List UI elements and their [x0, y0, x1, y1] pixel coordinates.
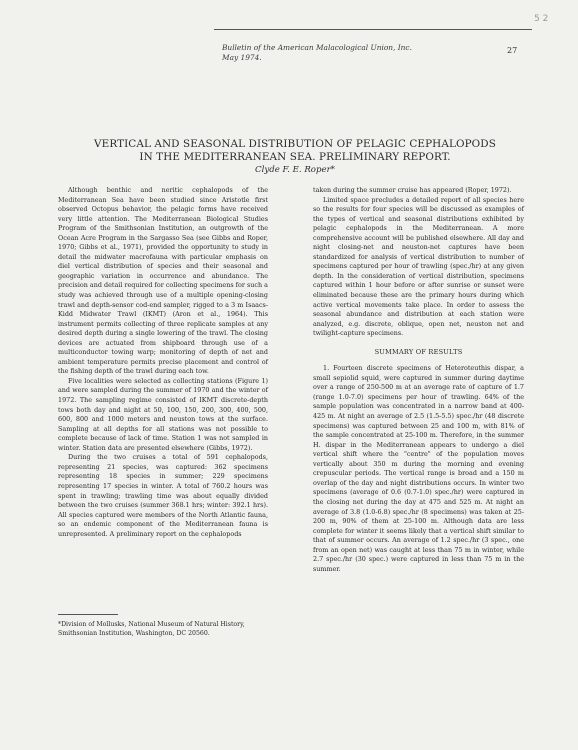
page-number: 27 [507, 46, 518, 55]
page-corner-mark: 5 2 [534, 14, 549, 24]
footnote: *Division of Mollusks, National Museum of Natural History, Smithsonian Institution, Washington, DC 20560. [58, 621, 245, 637]
author-name: Clyde F. E. Roper* [255, 165, 335, 175]
paragraph: During the two cruises a total of 591 cephalopods, representing 21 species, was captured: 362 specimens representing 18 species in summer; 229 specimens representing 17 species in winter. A total of 760.2 hours was spent in trawling; trawling time was about equally divided between the two cruises (summer 368.1 hrs; winter: 392.1 hrs). All species captured were members of the North Atlantic fauna, so an endemic component of the Mediterranean fauna is unrepresented. A preliminary report on the cephalopods [58, 453, 268, 538]
footnote-rule [58, 614, 118, 615]
journal-line-2: May 1974. [222, 53, 262, 62]
header-rule [214, 29, 532, 30]
title-line-2: IN THE MEDITERRANEAN SEA. PRELIMINARY REPORT. [139, 150, 451, 163]
paragraph: Five localities were selected as collecting stations (Figure 1) and were sampled during the summer of 1970 and the winter of 1972. The sampling regime consisted of IKMT discrete-depth tows both day and night at 50, 100, 150, 200, 300, 400, 500, 600, 800 and 1000 meters and neuston tows at the surface. Sampling at all depths for all stations was not possible to complete because of lack of time. Station 1 was not sampled in winter. Station data are presented elsewhere (Gibbs, 1972). [58, 376, 268, 452]
right-column [313, 186, 524, 574]
title-line-1: VERTICAL AND SEASONAL DISTRIBUTION OF PELAGIC CEPHALOPODS [94, 138, 496, 150]
paragraph: taken during the summer cruise has appeared (Roper, 1972). [313, 186, 512, 194]
paragraph: Limited space precludes a detailed report of all species here so the results for four species will be discussed as examples of the types of vertical and seasonal distributions exhibited by pelagic cephalopods in the Mediterranean. A more comprehensive account will be published elsewhere. All day and night closing-net and neuston-net captures have been standardized for analysis of vertical distribution to number of specimens captured per hour of trawling (spec./hr) at any given depth. In the consideration of vertical distribution, specimens captured within 1 hour before or after sunrise or sunset were eliminated because these are the primary hours during which active vertical movements take place. In order to assess the seasonal abundance and distribution at each station were analyzed, e.g. discrete, oblique, open net, neuston net and twilight-capture specimens. [313, 195, 524, 338]
paragraph: 1. Fourteen discrete specimens of Heteroteuthis dispar, a small sepiolid squid, were captured in summer during daytime over a range of 250-500 m at an average rate of capture of 1.7 (range 1.0-7.0) specimens per hour of trawling. 64% of the sample population was concentrated in a narrow band at 400-425 m. At night an average of 2.5 (1.5-5.5) spec./hr (48 discrete specimens) was captured between 25 and 100 m, with 81% of the sample concentrated at 25-100 m. Therefore, in the summer H. dispar in the Mediterranean appears to undergo a diel vertical shift where the "centre" of the population moves vertically about 350 m during the morning and evening crepuscular periods. The vertical range is broad and a 150 m overlap of the day and night distributions occurs. In winter two specimens (average of 0.6 (0.7-1.0) spec./hr) were captured in the closing net during the day at 475 and 525 m. At night an average of 3.8 (1.0-6.8) spec./hr (8 specimens) was taken at 25-200 m, 90% of them at 25-100 m. Although data are less complete for winter it seems likely that a vertical shift similar to that of summer occurs. An average of 1.2 spec./hr (3 spec., one from an open net) was caught at less than 75 m in winter, while 2.7 spec./hr (30 spec.) were captured in less than 75 m in the summer. [313, 364, 524, 573]
journal-line-1: Bulletin of the American Malacological Union, Inc. [222, 43, 412, 52]
left-column [58, 186, 268, 539]
journal-citation [222, 43, 482, 63]
paragraph: Although benthic and neritic cephalopods of the Mediterranean Sea have been studied since Aristotle first observed Octopus behavior, the pelagic forms have received very little attention. The Mediterranean Biological Studies Program of the Smithsonian Institution, an outgrowth of the Ocean Acre Program in the Sargasso Sea (see Gibbs and Roper, 1970; Gibbs et al., 1971), provided the opportunity to study in detail the midwater macrofauna with particular emphasis on diel vertical distribution of species and their seasonal and geographic variation in occurrence and abundance. The precision and detail required for collecting specimens for such a study was achieved through use of a multiple opening-closing trawl and depth-sensor cod-end sampler, rigged to a 3 m Isaacs-Kidd Midwater Trawl (IKMT) (Aron et al., 1964). This instrument permits collecting of three replicate samples at any desired depth during a single lowering of the trawl. The closing devices are actuated from shipboard through use of a multiconductor towing warp; monitoring of depth of net and ambient temperature permits precise placement and control of the fishing depth of the trawl during each tow. [58, 186, 268, 376]
article-title [60, 138, 530, 163]
section-heading: SUMMARY OF RESULTS [374, 347, 463, 356]
